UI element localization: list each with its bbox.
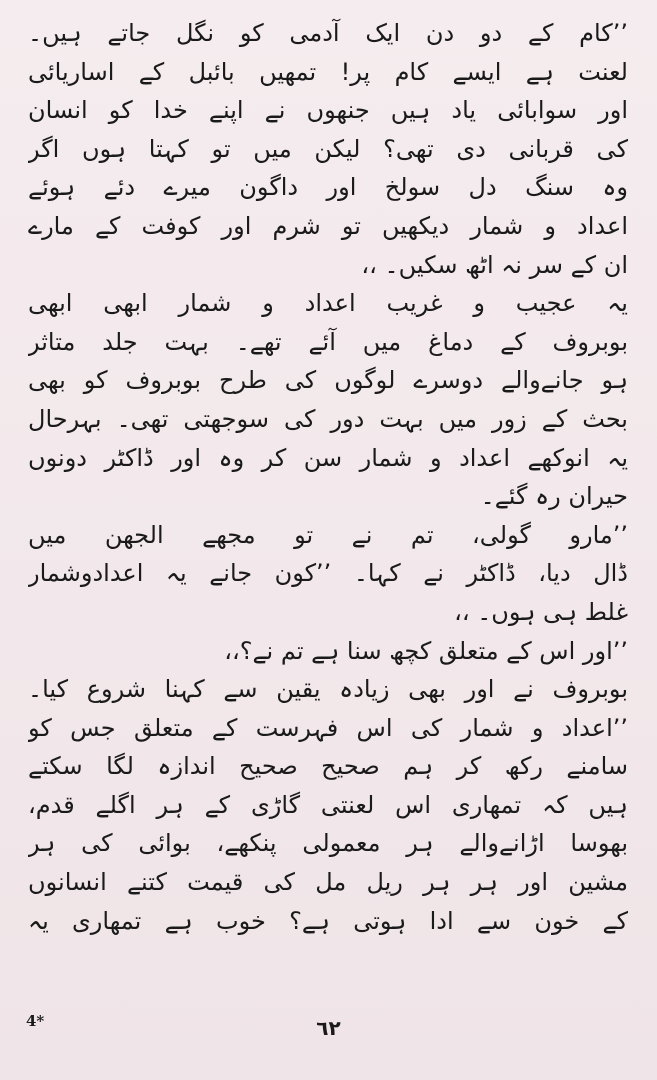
text-line: مشین اور ہر ہر ریل مل کی قیمت کتنے انسانوں: [28, 868, 628, 897]
text-line: بھوسا اڑانےوالے ہر معمولی پنکھے، بوائی کی ہر: [28, 829, 628, 858]
text-line: ڈال دیا، ڈاکٹر نے کہا۔ ’’کون جانے یہ اعدادوشمار: [28, 559, 628, 588]
text-line: ’’کام کے دو دن ایک آدمی کو نگل جاتے ہیں۔: [28, 19, 628, 47]
text-line: کی قربانی دی تھی؟ لیکن میں تو کہتا ہوں اگر: [28, 134, 628, 163]
text-line: بحث کے زور میں بہت دور کی سوجھتی تھی۔ بہرحال: [28, 404, 628, 433]
page-number: ٦٢: [316, 1016, 341, 1040]
text-line: ’’اعداد و شمار کی اس فہرست کے متعلق جس کو: [28, 713, 628, 742]
text-line: حیران رہ گئے۔: [480, 482, 628, 511]
text-line: بوبروف کے دماغ میں آئے تھے۔ بہت جلد متاثر: [28, 327, 628, 356]
text-line: وہ سنگ دل سولخ اور داگون میرے دئے ہوئے: [28, 173, 628, 202]
text-line: ہو جانےوالے دوسرے لوگوں کی طرح بوبروف کو بھی: [28, 366, 628, 395]
text-line: ان کے سر نہ اٹھ سکیں۔ ،،: [361, 250, 628, 279]
text-line: کے خون سے ادا ہوتی ہے؟ خوب ہے تمھاری یہ: [28, 906, 628, 935]
text-line: سامنے رکھ کر ہم صحیح صحیح اندازہ لگا سکتے: [28, 752, 628, 781]
text-line: لعنت ہے ایسے کام پر! تمھیں بائبل کے اساریائی: [28, 57, 628, 86]
text-line: یہ انوکھے اعداد و شمار سن کر وہ اور ڈاکٹر دونوں: [28, 443, 628, 472]
text-line: اعداد و شمار دیکھیں تو شرم اور کوفت کے مارے: [28, 211, 628, 240]
text-line: ’’اور اس کے متعلق کچھ سنا ہے تم نے؟،،: [224, 636, 628, 665]
text-line: ’’مارو گولی، تم نے تو مجھے الجھن میں: [28, 520, 628, 549]
text-line: بوبروف نے اور بھی زیادہ یقین سے کہنا شروع کیا۔: [28, 675, 628, 704]
text-line: یہ عجیب و غریب اعداد و شمار ابھی ابھی: [28, 289, 628, 318]
text-line: ہیں کہ تمھاری اس لعنتی گاڑی کے ہر اگلے قدم،: [28, 790, 628, 819]
body-text: [28, 14, 628, 940]
signature-mark: 4*: [26, 1012, 45, 1030]
text-line: اور سوابائی یاد ہیں جنھوں نے اپنے خدا کو انسان: [28, 96, 628, 125]
text-line: غلط ہی ہوں۔ ،،: [454, 597, 628, 626]
